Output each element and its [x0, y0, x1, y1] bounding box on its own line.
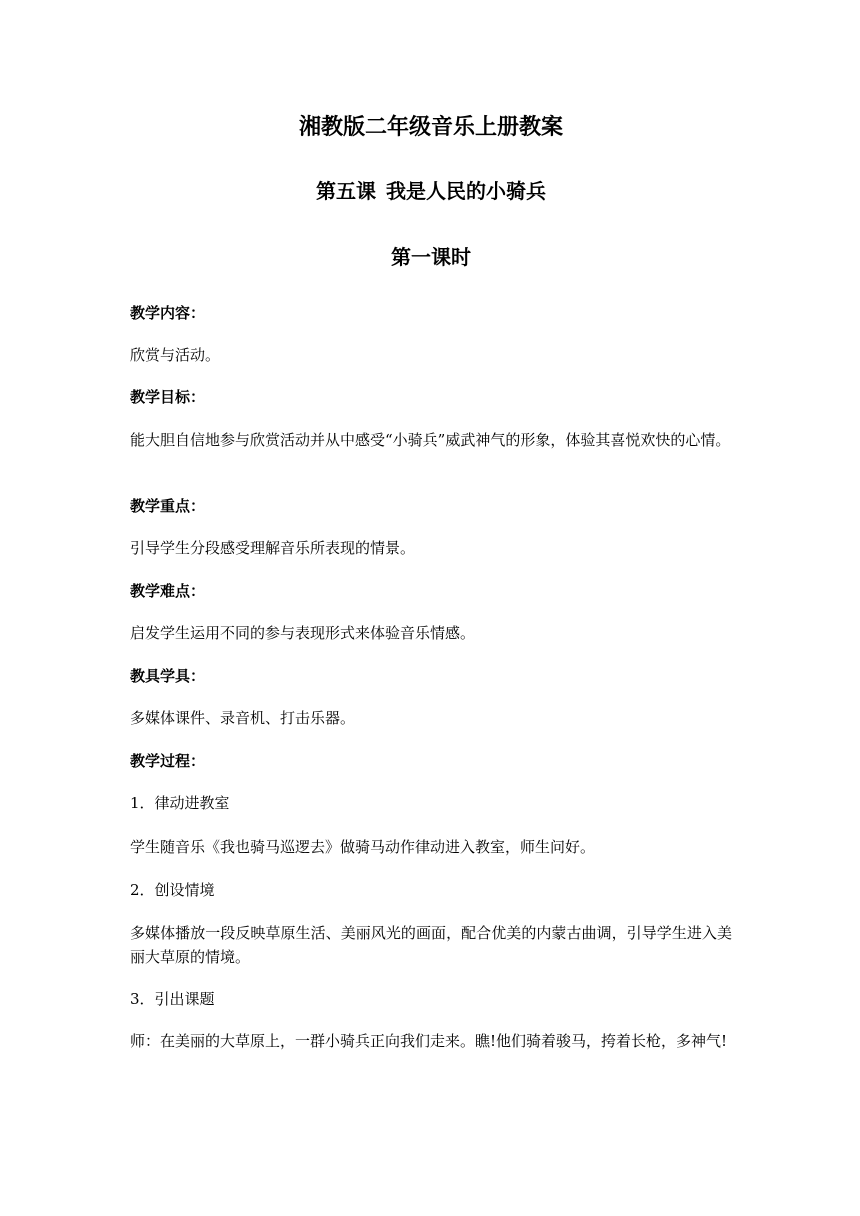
- section-heading-difficulties: 教学难点：: [130, 582, 206, 600]
- lesson-title: 我是人民的小骑兵: [386, 179, 546, 203]
- section-body-key-points: 引导学生分段感受理解音乐所表现的情景。: [130, 539, 416, 557]
- step-body-3: 师：在美丽的大草原上，一群小骑兵正向我们走来。瞧!他们骑着骏马，挎着长枪，多神气!: [130, 1032, 728, 1050]
- step-title-3: 3．引出课题: [130, 990, 215, 1008]
- step-title-2: 2．创设情境: [130, 881, 215, 899]
- section-body-objectives: 能大胆自信地参与欣赏活动并从中感受“小骑兵”威武神气的形象，体验其喜悦欢快的心情。: [130, 431, 731, 449]
- section-body-materials: 多媒体课件、录音机、打击乐器。: [130, 709, 356, 727]
- section-heading-objectives: 教学目标：: [130, 388, 206, 406]
- step-body-1: 学生随音乐《我也骑马巡逻去》做骑马动作律动进入教室，师生问好。: [130, 838, 596, 856]
- section-body-difficulties: 启发学生运用不同的参与表现形式来体验音乐情感。: [130, 624, 476, 642]
- section-heading-process: 教学过程：: [130, 752, 206, 770]
- section-heading-key-points: 教学重点：: [130, 497, 206, 515]
- step-title-1: 1．律动进教室: [130, 794, 230, 812]
- lesson-heading: [130, 176, 732, 206]
- section-heading-content: 教学内容：: [130, 304, 206, 322]
- period-heading: 第一课时: [391, 245, 471, 269]
- section-heading-materials: 教具学具：: [130, 667, 206, 685]
- document-title: 湘教版二年级音乐上册教案: [298, 115, 563, 140]
- lesson-number: 第五课: [316, 179, 376, 203]
- step-body-2: 多媒体播放一段反映草原生活、美丽风光的画面，配合优美的内蒙古曲调，引导学生进入美丽大草原的情境。: [130, 924, 732, 966]
- section-body-content: 欣赏与活动。: [130, 346, 221, 364]
